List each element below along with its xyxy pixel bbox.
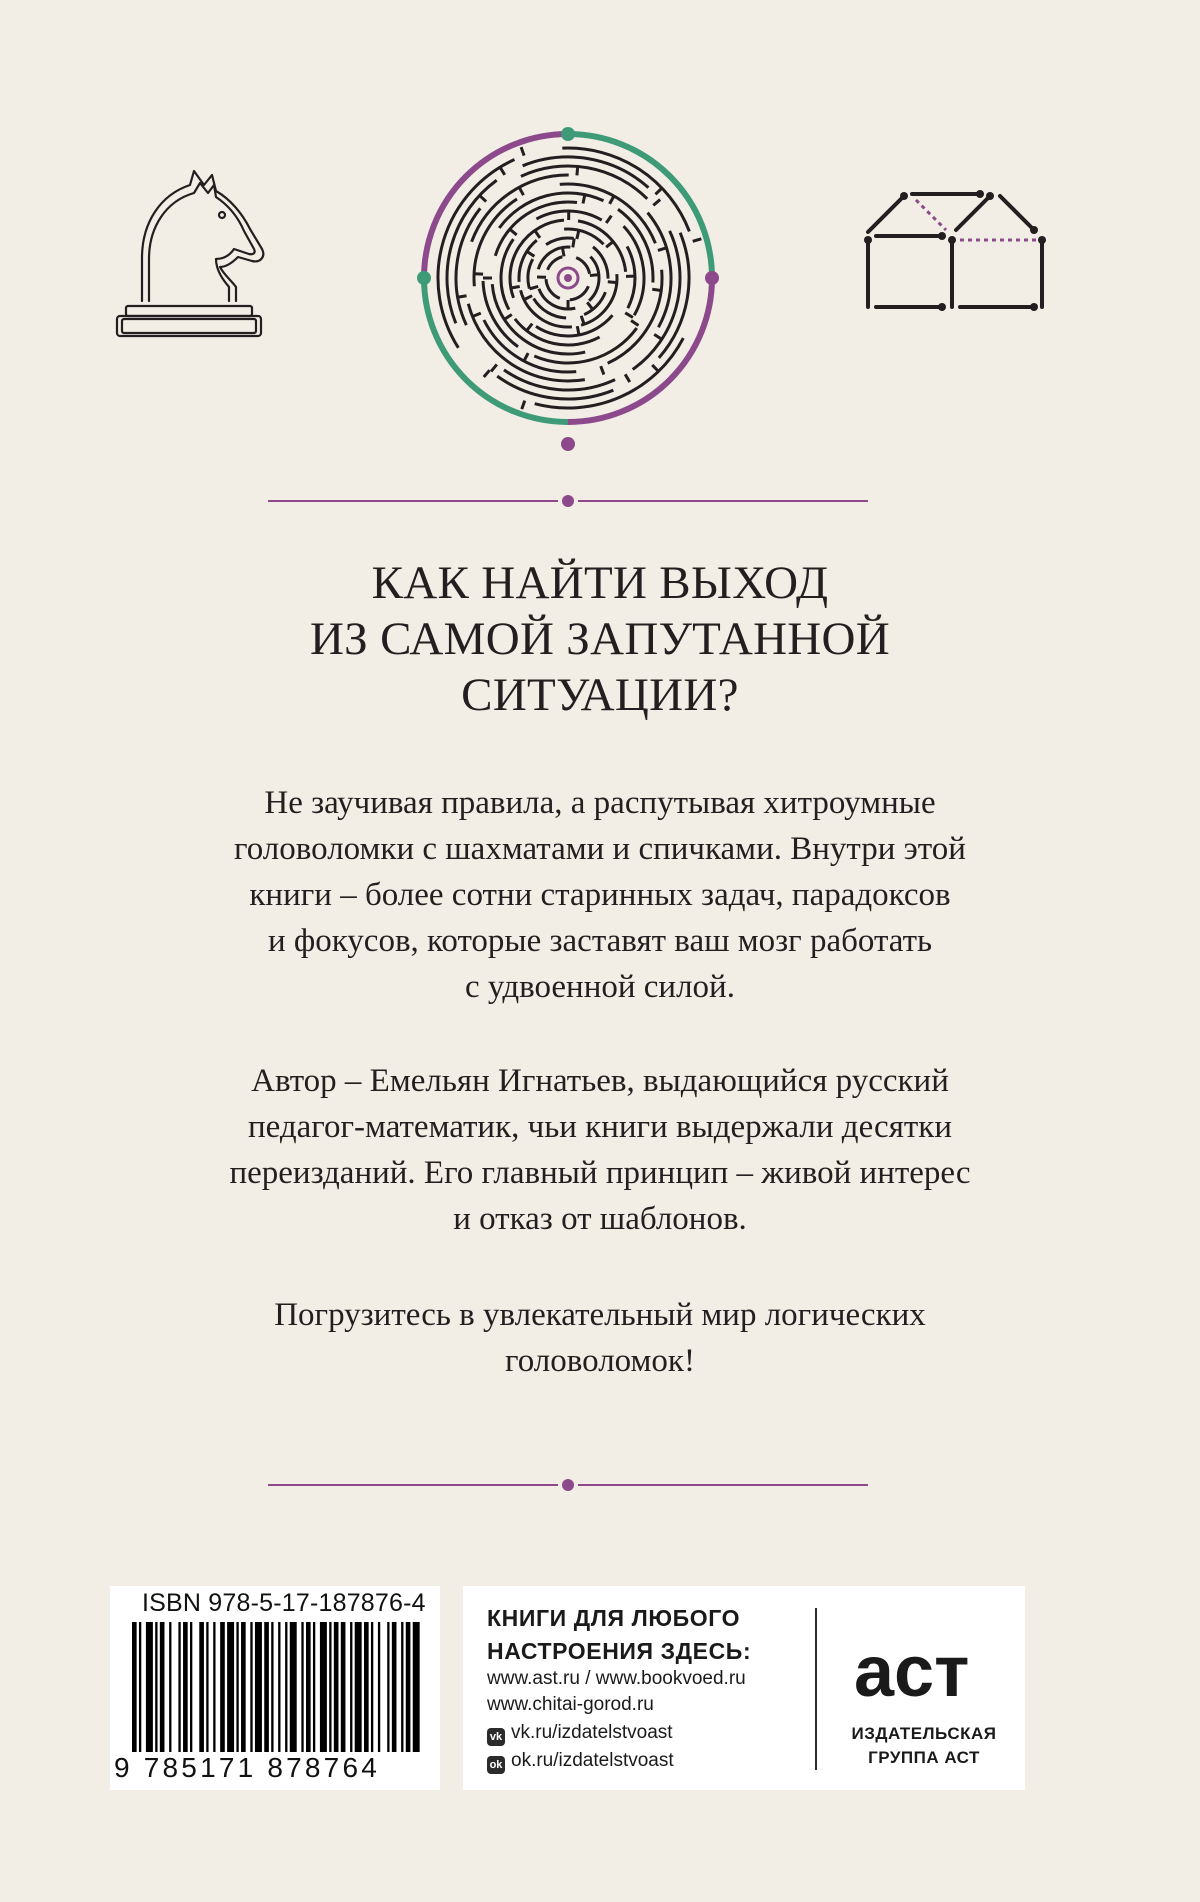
matchstick-house-icon [860, 180, 1050, 320]
text-line: переизданий. Его главный принцип – живой интерес [229, 1155, 971, 1191]
store-links: www.ast.ru / www.bookvoed.ru [487, 1668, 746, 1689]
text-line: головоломки с шахматами и спичками. Внутри этой [234, 831, 966, 867]
author-paragraph [100, 1058, 1100, 1242]
circular-maze-icon [378, 92, 758, 468]
chess-knight-icon [112, 163, 282, 343]
store-link: www.chitai-gorod.ru [487, 1694, 654, 1715]
decorative-divider [268, 1475, 868, 1495]
text-line: педагог-математик, чьи книги выдержали десятки [248, 1109, 952, 1145]
barcode-icon [132, 1622, 422, 1752]
text-line: с удвоенной силой. [465, 969, 735, 1005]
isbn-label: ISBN 978-5-17-187876-4 [142, 1589, 426, 1617]
caption-line: ГРУППА АСТ [868, 1748, 980, 1767]
vk-icon: vk [487, 1728, 505, 1746]
text-line: книги – более сотни старинных задач, парадоксов [249, 877, 951, 913]
ok-icon: ok [487, 1756, 505, 1774]
vk-link [487, 1720, 817, 1746]
caption-line: ИЗДАТЕЛЬСКАЯ [851, 1724, 997, 1743]
ok-link-text: ok.ru/izdatelstvoast [511, 1750, 674, 1771]
headline-line: ИЗ САМОЙ ЗАПУТАННОЙ [309, 613, 891, 665]
text-line: Погрузитесь в увлекательный мир логических [274, 1297, 926, 1333]
headline-line: КАК НАЙТИ ВЫХОД [371, 557, 829, 609]
headline-line: СИТУАЦИИ? [461, 669, 739, 721]
barcode-digits: 9 785171 878764 [114, 1752, 380, 1783]
closing-paragraph [100, 1292, 1100, 1384]
text-line: Не заучивая правила, а распутывая хитроумные [264, 785, 936, 821]
publisher-heading [487, 1602, 787, 1668]
heading-line: КНИГИ ДЛЯ ЛЮБОГО [487, 1605, 741, 1631]
ast-logo [848, 1610, 998, 1710]
text-line: головоломок! [505, 1343, 695, 1379]
headline [100, 555, 1100, 723]
heading-line: НАСТРОЕНИЯ ЗДЕСЬ: [487, 1638, 752, 1664]
text-line: и отказ от шаблонов. [453, 1201, 747, 1237]
decorative-divider [268, 491, 868, 511]
publisher-caption [832, 1722, 1016, 1770]
description-paragraph [100, 780, 1100, 1010]
separator-line [815, 1608, 817, 1770]
text-line: и фокусов, которые заставят ваш мозг работать [267, 923, 933, 959]
text-line: Автор – Емельян Игнатьев, выдающийся русский [251, 1063, 949, 1099]
ast-logo-text: аст [854, 1632, 970, 1710]
vk-link-text: vk.ru/izdatelstvoast [511, 1722, 673, 1743]
ok-link [487, 1748, 817, 1774]
